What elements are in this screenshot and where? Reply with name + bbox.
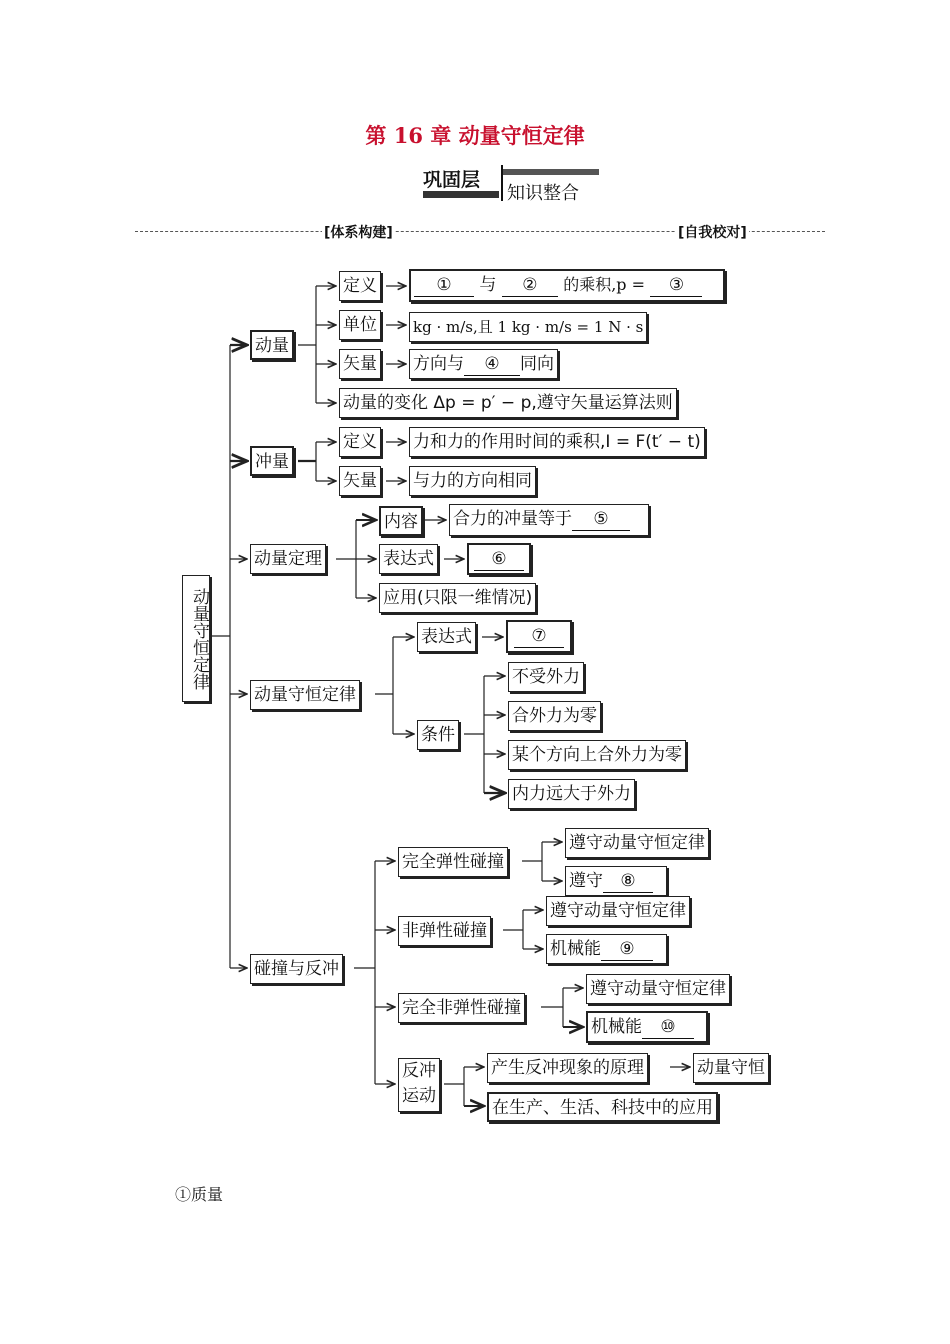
banner-main-text: 巩固层	[423, 169, 481, 191]
perfect-inelastic-item	[586, 1011, 708, 1043]
elastic-item	[565, 866, 667, 896]
node-theorem-expr: 表达式	[379, 544, 438, 574]
root-node: 动量守恒定律	[182, 575, 210, 702]
node-inelastic: 非弹性碰撞	[398, 916, 491, 946]
node-conservation-expr: 表达式	[417, 622, 476, 652]
answer-footnote: ①质量	[175, 1185, 224, 1204]
momentum-change-text: 动量的变化 Δp = p′ − p,遵守矢量运算法则	[339, 388, 677, 418]
theorem-content-text	[449, 504, 649, 536]
blank-1: ①	[414, 274, 474, 297]
node-impulse: 冲量	[250, 446, 294, 476]
text: 的乘积,p =	[563, 275, 646, 294]
blank-2: ②	[502, 274, 558, 297]
blank-3: ③	[650, 274, 702, 297]
node-momentum-unit: 单位	[339, 310, 381, 340]
recoil-label-line: 反冲	[402, 1061, 436, 1081]
blank-6: ⑥	[474, 548, 524, 571]
section-label-left: [体系构建]	[322, 222, 395, 242]
text: 与	[479, 275, 497, 295]
recoil-item: 在生产、生活、科技中的应用	[487, 1092, 718, 1122]
blank-9: ⑨	[601, 938, 653, 961]
blank-8: ⑧	[603, 870, 653, 893]
blank-5: ⑤	[572, 508, 630, 531]
node-recoil	[398, 1058, 440, 1112]
condition-item: 某个方向上合外力为零	[508, 740, 686, 770]
elastic-item: 遵守动量守恒定律	[565, 828, 709, 858]
page-title: 第 16 章 动量守恒定律	[365, 123, 585, 148]
impulse-def-text: 力和力的作用时间的乘积,I = F(t′ − t)	[409, 427, 705, 457]
text: 机械能	[591, 1017, 642, 1037]
node-impulse-vector: 矢量	[339, 466, 381, 496]
node-momentum-vector: 矢量	[339, 349, 381, 379]
banner-sub-text: 知识整合	[507, 183, 579, 204]
recoil-item: 产生反冲现象的原理	[487, 1053, 648, 1083]
text: 方向与	[413, 354, 464, 374]
theorem-expr-box	[467, 543, 531, 575]
blank-7: ⑦	[514, 625, 564, 648]
momentum-vector-text	[409, 349, 558, 379]
node-theorem-content: 内容	[379, 506, 423, 536]
text: 合力的冲量等于	[453, 509, 572, 529]
node-theorem: 动量定理	[250, 544, 326, 574]
section-label-right: [自我校对]	[676, 222, 749, 242]
theorem-application: 应用(只限一维情况)	[379, 583, 536, 613]
momentum-def-text	[409, 269, 725, 302]
conservation-expr-box	[506, 620, 572, 653]
condition-item: 不受外力	[508, 662, 584, 692]
condition-item: 内力远大于外力	[508, 779, 635, 809]
node-conservation-cond: 条件	[417, 720, 459, 750]
node-collision: 碰撞与反冲	[250, 954, 343, 984]
blank-4: ④	[464, 353, 520, 376]
node-momentum-def: 定义	[339, 271, 381, 301]
blank-10: ⑩	[642, 1016, 694, 1039]
node-impulse-def: 定义	[339, 427, 381, 457]
text: 同向	[520, 354, 554, 374]
text: 遵守	[569, 871, 603, 891]
text: 机械能	[550, 939, 601, 959]
recoil-result: 动量守恒	[693, 1053, 769, 1083]
condition-item: 合外力为零	[508, 701, 601, 731]
recoil-label-line: 运动	[402, 1086, 436, 1106]
momentum-unit-text: kg · m/s,且 1 kg · m/s = 1 N · s	[409, 312, 647, 342]
inelastic-item	[546, 934, 667, 964]
node-conservation: 动量守恒定律	[250, 680, 360, 710]
node-elastic: 完全弹性碰撞	[398, 847, 508, 877]
inelastic-item: 遵守动量守恒定律	[546, 896, 690, 926]
node-perfect-inelastic: 完全非弹性碰撞	[398, 993, 525, 1023]
impulse-vector-text: 与力的方向相同	[409, 466, 536, 496]
node-momentum: 动量	[250, 330, 294, 360]
perfect-inelastic-item: 遵守动量守恒定律	[586, 974, 730, 1004]
